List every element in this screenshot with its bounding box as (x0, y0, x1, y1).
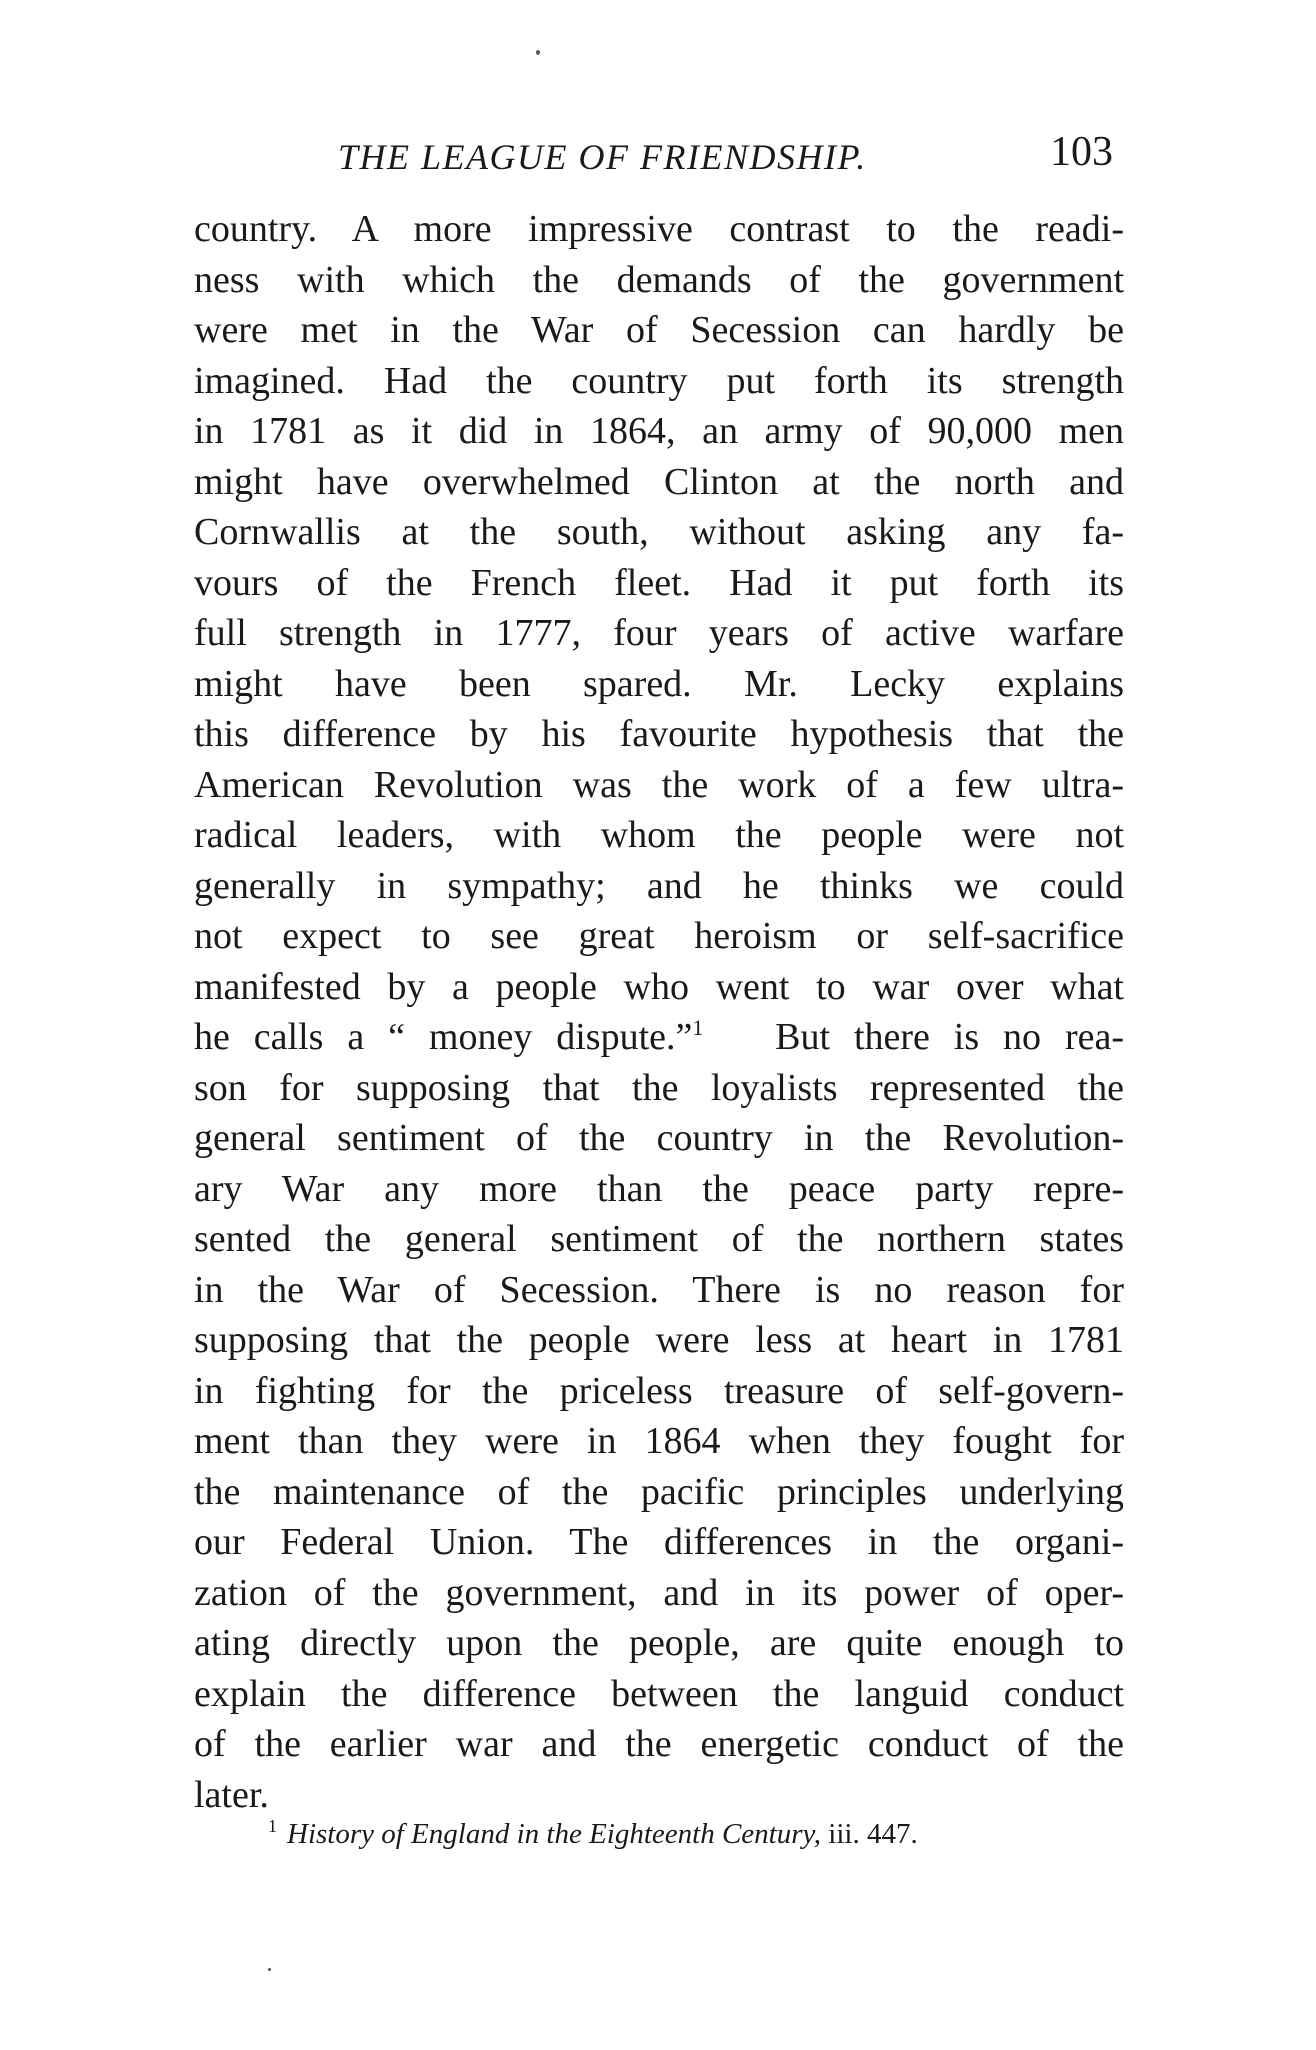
text-line: son for supposing that the loyalists represented the (194, 1066, 1124, 1109)
text-line: ness with which the demands of the government (194, 258, 1124, 301)
footnote-reference-pages: iii. 447. (828, 1818, 918, 1850)
text-line-last: later. (194, 1773, 269, 1816)
text-line: our Federal Union. The differences in the organi- (194, 1521, 1124, 1563)
text-line: vours of the French fleet. Had it put forth its (194, 561, 1124, 604)
text-line: explain the difference between the languid conduct (194, 1672, 1124, 1715)
text-line: might have been spared. Mr. Lecky explains (194, 662, 1124, 705)
text-line: the maintenance of the pacific principles underlying (194, 1470, 1124, 1513)
text-line: in the War of Secession. There is no reason for (194, 1268, 1124, 1311)
text-fragment: But there is no rea- (775, 1016, 1125, 1058)
footnote (268, 1818, 918, 1851)
text-line: general sentiment of the country in the Revolution- (194, 1117, 1124, 1159)
text-line: might have overwhelmed Clinton at the north and (194, 460, 1124, 503)
footnote-mark: 1 (268, 1816, 277, 1836)
text-line: ating directly upon the people, are quite enough to (194, 1622, 1124, 1664)
text-line: ary War any more than the peace party repre- (194, 1167, 1124, 1210)
running-title: THE LEAGUE OF FRIENDSHIP. (338, 137, 867, 177)
text-line: full strength in 1777, four years of active warfare (194, 612, 1124, 654)
text-line: generally in sympathy; and he thinks we could (194, 864, 1124, 907)
text-line: country. A more impressive contrast to the readi- (194, 208, 1124, 250)
text-line: Cornwallis at the south, without asking any fa- (194, 511, 1124, 553)
text-line: ment than they were in 1864 when they fought for (194, 1420, 1124, 1462)
text-line: American Revolution was the work of a few ultra- (194, 763, 1124, 806)
page-number: 103 (1050, 129, 1113, 175)
text-line: not expect to see great heroism or self-sacrifice (194, 915, 1124, 957)
ink-speck (536, 50, 540, 55)
footnote-reference: 1 (692, 1015, 704, 1040)
text-line: in fighting for the priceless treasure of self-govern- (194, 1369, 1124, 1412)
ink-speck (268, 1968, 271, 1971)
text-line: radical leaders, with whom the people were not (194, 814, 1124, 856)
text-line: imagined. Had the country put forth its strength (194, 359, 1124, 402)
text-line: in 1781 as it did in 1864, an army of 90,000 men (194, 410, 1124, 452)
text-line-with-footnote-ref (194, 1012, 1124, 1063)
text-line: zation of the government, and in its power of oper- (194, 1571, 1124, 1614)
text-line: this difference by his favourite hypothesis that the (194, 713, 1124, 755)
text-line: supposing that the people were less at heart in 1781 (194, 1319, 1124, 1361)
text-line: were met in the War of Secession can hardly be (194, 309, 1124, 351)
running-head (338, 128, 1138, 178)
text-line: sented the general sentiment of the northern states (194, 1218, 1124, 1260)
body-text (194, 204, 1124, 1820)
text-line: manifested by a people who went to war over what (194, 965, 1124, 1008)
text-fragment: he calls a “ money dispute.” (194, 1016, 693, 1058)
footnote-title: History of England in the Eighteenth Century, (287, 1818, 822, 1850)
text-line: of the earlier war and the energetic conduct of the (194, 1723, 1124, 1765)
